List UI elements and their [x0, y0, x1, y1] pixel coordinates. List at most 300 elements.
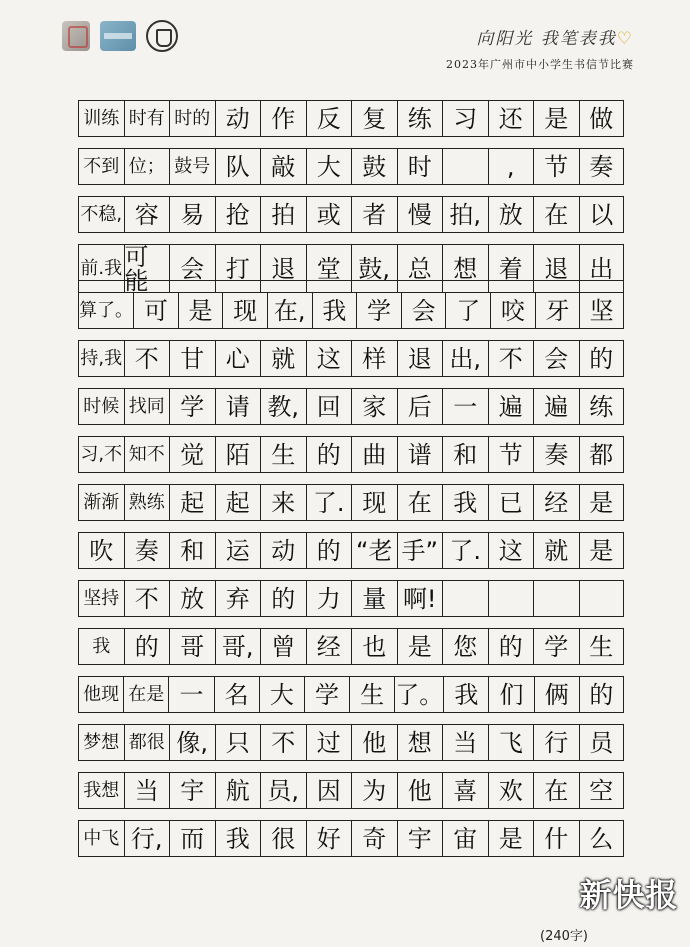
handwritten-char: 我: [83, 779, 102, 801]
handwritten-char: 我: [454, 680, 479, 709]
grid-cell: [442, 485, 488, 520]
handwritten-char: 已: [498, 488, 523, 517]
contest-name: 2023年广州市中小学生书信节比赛: [446, 58, 634, 71]
grid-cell: [78, 389, 124, 424]
handwritten-char: 是: [544, 104, 569, 133]
grid-cell: [488, 149, 534, 184]
grid-cell: [397, 245, 443, 293]
grid-cell: [124, 101, 170, 136]
grid-cell: [397, 197, 443, 232]
grid-cell: [351, 389, 397, 424]
grid-row: [78, 148, 624, 185]
grid-cell: [351, 197, 397, 232]
grid-cell: [78, 149, 124, 184]
grid-cell: [533, 773, 579, 808]
handwritten-char: 了。: [395, 680, 444, 709]
handwritten-char: 时: [174, 107, 193, 129]
grid-cell: [306, 197, 352, 232]
grid-cell: [442, 581, 488, 616]
grid-cell: [124, 533, 170, 568]
grid-cell: [488, 341, 534, 376]
handwritten-char: 不: [271, 728, 296, 757]
contest-slogan: [476, 24, 634, 49]
handwritten-char: 宙: [453, 824, 478, 853]
grid-cell: [267, 293, 312, 328]
grid-cell: [78, 581, 124, 616]
grid-cell: [215, 245, 261, 293]
grid-cell: [169, 197, 215, 232]
grid-cell: [351, 245, 397, 293]
handwritten-char: 一: [453, 392, 478, 421]
grid-cell: [351, 629, 397, 664]
handwritten-char: 节: [544, 152, 569, 181]
handwritten-char: 什: [544, 824, 569, 853]
handwritten-char: 奏: [589, 152, 614, 181]
word-count: (240字): [540, 929, 588, 944]
grid-row: [78, 100, 624, 137]
grid-cell: [260, 101, 306, 136]
grid-cell: [222, 293, 267, 328]
grid-row: [78, 676, 624, 713]
grid-cell: [123, 677, 168, 712]
handwritten-char: 曾: [271, 632, 296, 661]
grid-cell: [306, 725, 352, 760]
grid-cell: [215, 821, 261, 856]
grid-cell: [579, 629, 625, 664]
grid-cell: [78, 485, 124, 520]
grid-cell: [394, 677, 443, 712]
grid-cell: [169, 629, 215, 664]
grid-cell: [442, 629, 488, 664]
grid-cell: [533, 389, 579, 424]
grid-cell: [306, 821, 352, 856]
grid-cell: [306, 437, 352, 472]
handwritten-char: 我: [453, 488, 478, 517]
grid-cell: [78, 725, 124, 760]
handwritten-char: 打: [225, 255, 250, 283]
handwritten-char: 起: [180, 488, 205, 517]
handwritten-char: 为: [362, 776, 387, 805]
grid-cell: [488, 245, 534, 293]
grid-cell: [260, 773, 306, 808]
handwritten-char: 员: [589, 728, 614, 757]
handwritten-char: 甘: [180, 344, 205, 373]
handwritten-char: 号: [192, 155, 211, 177]
grid-row: [78, 772, 624, 809]
handwritten-char: 不: [134, 344, 159, 373]
handwritten-char: 咬: [500, 296, 525, 325]
grid-cell: [579, 485, 625, 520]
grid-cell: [533, 197, 579, 232]
grid-cell: [169, 149, 215, 184]
grid-cell: [356, 293, 401, 328]
handwritten-char: 的: [589, 344, 614, 373]
grid-cell: [214, 677, 259, 712]
handwritten-char: 想: [101, 779, 120, 801]
handwritten-char: 会: [544, 344, 569, 373]
handwritten-char: 觉: [180, 440, 205, 469]
grid-cell: [306, 245, 352, 293]
grid-row: [78, 580, 624, 617]
grid-cell: [488, 101, 534, 136]
grid-cell: [169, 485, 215, 520]
handwritten-char: 行: [544, 728, 569, 757]
grid-cell: [133, 293, 178, 328]
handwritten-char: 候: [101, 395, 120, 417]
grid-cell: [260, 389, 306, 424]
handwritten-char: 做: [589, 104, 614, 133]
grid-cell: [488, 629, 534, 664]
grid-cell: [533, 725, 579, 760]
handwritten-char: 很: [146, 731, 165, 753]
handwritten-char: 易: [180, 200, 205, 229]
grid-cell: [260, 725, 306, 760]
handwritten-char: 都: [589, 440, 614, 469]
handwritten-char: 练: [589, 392, 614, 421]
handwritten-char: 不: [80, 203, 99, 225]
handwritten-char: 大: [269, 680, 294, 709]
grid-cell: [351, 725, 397, 760]
handwritten-char: 大: [316, 152, 341, 181]
grid-cell: [215, 725, 261, 760]
handwritten-char: 练: [146, 491, 165, 513]
handwritten-char: 员,: [267, 776, 300, 805]
grid-cell: [124, 485, 170, 520]
grid-cell: [260, 485, 306, 520]
handwritten-char: 生: [271, 440, 296, 469]
handwritten-char: 现: [362, 488, 387, 517]
handwritten-char: 可: [143, 296, 168, 325]
handwritten-char: 一: [179, 680, 204, 709]
handwritten-char: 像,: [176, 728, 209, 757]
handwritten-char: 出: [589, 255, 614, 283]
grid-cell: [260, 437, 306, 472]
handwritten-char: 空: [589, 776, 614, 805]
handwritten-char: 因: [316, 776, 341, 805]
handwritten-char: 学: [180, 392, 205, 421]
handwritten-char: 我: [322, 296, 347, 325]
handwritten-char: 拍: [271, 200, 296, 229]
handwritten-char: 这: [498, 536, 523, 565]
handwritten-char: 练: [101, 107, 120, 129]
grid-cell: [124, 437, 170, 472]
grid-cell: [579, 197, 625, 232]
handwritten-char: 宇: [180, 776, 205, 805]
handwritten-char: 作: [271, 104, 296, 133]
grid-cell: [215, 197, 261, 232]
grid-cell: [488, 437, 534, 472]
handwritten-char: 退: [544, 255, 569, 283]
grid-cell: [215, 485, 261, 520]
grid-cell: [215, 581, 261, 616]
grid-cell: [260, 245, 306, 293]
handwritten-char: 么: [589, 824, 614, 853]
handwritten-char: 好: [316, 824, 341, 853]
handwritten-char: 节: [498, 440, 523, 469]
handwritten-char: 您: [453, 632, 478, 661]
grid-cell: [306, 101, 352, 136]
handwritten-char: 是: [589, 536, 614, 565]
handwritten-char: 渐: [83, 491, 102, 513]
grid-cell: [488, 821, 534, 856]
handwritten-char: 都: [128, 731, 147, 753]
handwritten-char: 中: [83, 827, 102, 849]
grid-cell: [78, 197, 124, 232]
grid-cell: [397, 581, 443, 616]
handwritten-char: 陌: [225, 440, 250, 469]
grid-cell: [443, 677, 488, 712]
grid-cell: [169, 101, 215, 136]
grid-cell: [397, 533, 443, 568]
grid-cell: [442, 341, 488, 376]
grid-cell: [124, 389, 170, 424]
grid-cell: [169, 821, 215, 856]
handwritten-char: 者: [362, 200, 387, 229]
handwritten-char: 动: [271, 536, 296, 565]
handwritten-char: 时: [407, 152, 432, 181]
grid-cell: [349, 677, 394, 712]
grid-cell: [579, 581, 625, 616]
grid-cell: [351, 773, 397, 808]
grid-cell: [442, 821, 488, 856]
sponsor-logos: [62, 20, 178, 52]
handwritten-char: 慢: [407, 200, 432, 229]
handwritten-char: 了.: [312, 488, 345, 517]
grid-cell: [579, 533, 625, 568]
handwritten-char: 梦: [83, 731, 102, 753]
handwritten-char: ,: [506, 152, 515, 181]
handwritten-char: 或: [316, 200, 341, 229]
handwritten-char: 会: [180, 255, 205, 283]
handwritten-char: 而: [180, 824, 205, 853]
grid-cell: [78, 437, 124, 472]
education-seal-icon: [146, 20, 178, 52]
grid-cell: [579, 245, 625, 293]
handwritten-char: 啊!: [402, 584, 437, 613]
handwritten-char: 们: [499, 680, 524, 709]
handwritten-char: 想: [407, 728, 432, 757]
grid-cell: [215, 101, 261, 136]
grid-cell: [351, 341, 397, 376]
grid-cell: [445, 293, 490, 328]
writing-grid: [78, 100, 624, 868]
heart-icon: ♡: [616, 29, 634, 49]
handwritten-char: 教,: [267, 392, 300, 421]
grid-cell: [260, 581, 306, 616]
handwritten-char: 牙: [545, 296, 570, 325]
grid-cell: [579, 341, 625, 376]
grid-cell: [169, 725, 215, 760]
handwritten-char: 是: [188, 296, 213, 325]
grid-cell: [533, 533, 579, 568]
grid-cell: [168, 677, 213, 712]
handwritten-char: 是: [407, 632, 432, 661]
grid-cell: [442, 389, 488, 424]
handwritten-char: 量: [362, 584, 387, 613]
handwritten-char: 名: [224, 680, 249, 709]
grid-cell: [124, 821, 170, 856]
grid-cell: [306, 581, 352, 616]
handwritten-char: 抢: [225, 200, 250, 229]
grid-cell: [304, 677, 349, 712]
grid-cell: [124, 341, 170, 376]
handwritten-char: 鼓: [174, 155, 193, 177]
handwritten-char: 经: [316, 632, 341, 661]
grid-cell: [306, 533, 352, 568]
slogan-text: 向阳光 我笔表我: [476, 29, 617, 49]
handwritten-char: 不: [104, 443, 123, 465]
handwritten-char: 经: [544, 488, 569, 517]
grid-row: [78, 196, 624, 233]
grid-cell: [579, 293, 624, 328]
grid-cell: [169, 581, 215, 616]
grid-row: [78, 436, 624, 473]
grid-cell: [312, 293, 357, 328]
grid-cell: [215, 389, 261, 424]
handwritten-char: 了: [456, 296, 481, 325]
handwritten-char: 的: [316, 536, 341, 565]
handwritten-char: 的: [498, 632, 523, 661]
handwritten-char: 起: [225, 488, 250, 517]
grid-cell: [579, 101, 625, 136]
handwritten-char: 时: [83, 395, 102, 417]
handwritten-char: 复: [362, 104, 387, 133]
grid-cell: [488, 725, 534, 760]
grid-cell: [533, 821, 579, 856]
grid-cell: [579, 677, 624, 712]
handwritten-char: 我: [104, 258, 123, 279]
handwritten-char: 他: [407, 776, 432, 805]
grid-cell: [124, 581, 170, 616]
handwritten-char: 是: [589, 488, 614, 517]
handwritten-char: 算: [79, 299, 97, 321]
handwritten-char: 这: [316, 344, 341, 373]
handwritten-char: 宇: [407, 824, 432, 853]
grid-cell: [397, 101, 443, 136]
grid-cell: [442, 725, 488, 760]
post-logo-icon: [100, 21, 136, 51]
handwritten-char: 是: [146, 683, 165, 705]
grid-cell: [488, 533, 534, 568]
grid-cell: [442, 101, 488, 136]
handwritten-char: 以: [589, 200, 614, 229]
grid-cell: [442, 437, 488, 472]
handwritten-char: 不: [146, 443, 165, 465]
grid-cell: [579, 149, 625, 184]
handwritten-char: 还: [498, 104, 523, 133]
handwritten-char: 也: [362, 632, 387, 661]
handwritten-char: 心: [225, 344, 250, 373]
grid-cell: [397, 389, 443, 424]
handwritten-char: 就: [271, 344, 296, 373]
handwritten-char: 哥,: [221, 632, 254, 661]
grid-cell: [306, 773, 352, 808]
handwritten-char: 就: [544, 536, 569, 565]
handwritten-char: 前.: [80, 258, 105, 279]
grid-cell: [442, 533, 488, 568]
handwritten-char: 在: [407, 488, 432, 517]
grid-cell: [488, 485, 534, 520]
handwritten-char: 会: [411, 296, 436, 325]
grid-cell: [78, 773, 124, 808]
handwritten-char: 持,: [80, 347, 105, 369]
grid-cell: [397, 341, 443, 376]
newspaper-logo-icon: [62, 21, 90, 51]
handwritten-char: 请: [225, 392, 250, 421]
grid-cell: [351, 581, 397, 616]
handwritten-char: 队: [225, 152, 250, 181]
handwritten-char: 欢: [498, 776, 523, 805]
handwritten-char: 找: [128, 395, 147, 417]
grid-row: [78, 292, 624, 329]
handwritten-char: 弃: [225, 584, 250, 613]
grid-row: [78, 820, 624, 857]
handwritten-char: 在: [128, 683, 147, 705]
grid-cell: [401, 293, 446, 328]
grid-cell: [260, 821, 306, 856]
handwritten-char: 我: [92, 635, 111, 657]
grid-cell: [215, 149, 261, 184]
handwritten-char: 谱: [407, 440, 432, 469]
grid-cell: [535, 293, 580, 328]
grid-cell: [351, 437, 397, 472]
grid-cell: [169, 773, 215, 808]
grid-cell: [306, 485, 352, 520]
grid-cell: [533, 149, 579, 184]
grid-cell: [306, 341, 352, 376]
handwritten-char: 位: [128, 155, 147, 177]
grid-cell: [169, 245, 215, 293]
handwritten-char: 只: [225, 728, 250, 757]
handwritten-char: 飞: [498, 728, 523, 757]
handwritten-char: 鼓,: [358, 255, 391, 283]
grid-cell: [442, 245, 488, 293]
grid-row: [78, 243, 624, 295]
grid-cell: [351, 485, 397, 520]
handwritten-char: 的: [271, 584, 296, 613]
grid-cell: [169, 389, 215, 424]
grid-cell: [533, 581, 579, 616]
handwritten-char: 持: [101, 587, 120, 609]
handwritten-char: 运: [225, 536, 250, 565]
grid-cell: [397, 485, 443, 520]
grid-cell: [124, 245, 170, 293]
handwritten-char: 学: [366, 296, 391, 325]
handwritten-char: 退: [407, 344, 432, 373]
handwritten-char: 俩: [544, 680, 569, 709]
handwritten-char: 回: [316, 392, 341, 421]
grid-cell: [215, 533, 261, 568]
handwritten-char: 现: [101, 683, 120, 705]
handwritten-char: 的: [589, 680, 614, 709]
grid-cell: [490, 293, 535, 328]
handwritten-char: 很: [271, 824, 296, 853]
handwritten-char: 出,: [449, 344, 482, 373]
handwritten-char: 的: [192, 107, 211, 129]
handwritten-char: 我: [104, 347, 123, 369]
handwritten-char: 着: [498, 255, 523, 283]
grid-cell: [215, 629, 261, 664]
grid-cell: [169, 341, 215, 376]
handwritten-char: 现: [233, 296, 258, 325]
grid-cell: [78, 533, 124, 568]
handwritten-char: 鼓: [362, 152, 387, 181]
handwritten-char: 敲: [271, 152, 296, 181]
grid-cell: [488, 677, 533, 712]
handwritten-char: 飞: [101, 827, 120, 849]
grid-cell: [260, 197, 306, 232]
handwritten-char: 曲: [362, 440, 387, 469]
